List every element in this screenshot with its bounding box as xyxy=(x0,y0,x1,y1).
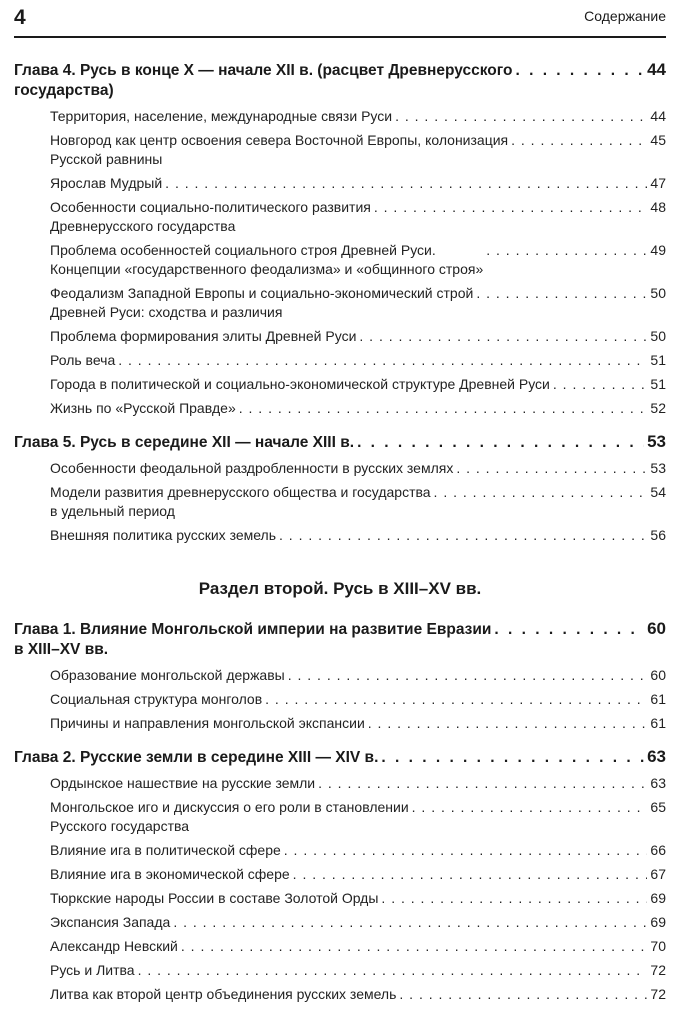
toc-entry-text: Влияние ига в политической сфере xyxy=(50,842,281,858)
toc-entry-page: 51 xyxy=(650,376,666,392)
toc-entry-page: 60 xyxy=(650,667,666,683)
toc-entry xyxy=(14,985,666,1004)
chapter-block xyxy=(14,60,666,418)
toc-entry-text: Социальная структура монголов xyxy=(50,691,263,707)
toc-entry-page: 56 xyxy=(650,527,666,543)
dot-leader xyxy=(239,399,648,418)
toc-entry-text: Экспансия Запада xyxy=(50,914,171,930)
toc-entry xyxy=(14,198,666,236)
toc-entry-text: Образование монгольской державы xyxy=(50,667,285,683)
dot-leader xyxy=(399,985,647,1004)
toc-entry-text: Территория, население, международные связи Руси xyxy=(50,108,393,124)
toc-entry xyxy=(14,865,666,884)
dot-leader xyxy=(118,351,647,370)
dot-leader xyxy=(434,483,648,502)
chapter-heading xyxy=(14,747,666,768)
toc-entry-text: Ордынское нашествие на русские земли xyxy=(50,775,316,791)
toc-entry xyxy=(14,174,666,193)
toc-entry-page: 44 xyxy=(650,108,666,124)
toc-entry-text: Влияние ига в экономической сфере xyxy=(50,866,290,882)
toc-entry-page: 61 xyxy=(650,691,666,707)
toc-entry-page: 61 xyxy=(650,715,666,731)
chapter-heading-page: 53 xyxy=(647,432,666,451)
dot-leader xyxy=(138,961,648,980)
toc-entry-text: Тюркские народы России в составе Золотой Орды xyxy=(50,890,379,906)
chapter-heading-text: Глава 1. Влияние Монгольской империи на развитие Евразии в XIII–XV вв. xyxy=(14,621,492,658)
toc-entry-text: Проблема формирования элиты Древней Руси xyxy=(50,328,357,344)
dot-leader xyxy=(381,889,647,908)
chapter-block xyxy=(14,747,666,1004)
dot-leader xyxy=(368,714,648,733)
toc-entry-text: Особенности социально-политического развития Древнерусского государства xyxy=(50,199,371,234)
toc-entry-page: 67 xyxy=(650,866,666,882)
toc-entry-page: 51 xyxy=(650,352,666,368)
toc-entry-page: 69 xyxy=(650,914,666,930)
dot-leader xyxy=(515,61,644,81)
toc-entry-page: 69 xyxy=(650,890,666,906)
toc-entry xyxy=(14,774,666,793)
chapter-block xyxy=(14,619,666,733)
toc-entry xyxy=(14,483,666,521)
toc-entry-text: Ярослав Мудрый xyxy=(50,175,163,191)
dot-leader xyxy=(456,459,647,478)
toc-entry-page: 72 xyxy=(650,962,666,978)
toc-entry xyxy=(14,351,666,370)
dot-leader xyxy=(476,284,647,303)
toc-entry-page: 50 xyxy=(650,328,666,344)
toc-entry-text: Модели развития древнерусского общества и государства в удельный период xyxy=(50,484,431,519)
chapter-heading xyxy=(14,619,666,660)
toc-entry xyxy=(14,284,666,322)
toc-entry xyxy=(14,666,666,685)
chapter-heading xyxy=(14,432,666,453)
dot-leader xyxy=(494,620,644,640)
toc-entry xyxy=(14,714,666,733)
toc-entry-page: 52 xyxy=(650,400,666,416)
dot-leader xyxy=(288,666,648,685)
dot-leader xyxy=(284,841,648,860)
chapter-heading-page: 60 xyxy=(647,619,666,638)
dot-leader xyxy=(181,937,648,956)
dot-leader xyxy=(165,174,647,193)
page-header xyxy=(14,0,666,40)
toc-entry xyxy=(14,107,666,126)
toc-entry-page: 66 xyxy=(650,842,666,858)
toc-entry xyxy=(14,375,666,394)
section-title: Содержание xyxy=(584,8,666,24)
toc-entry xyxy=(14,131,666,169)
table-of-contents xyxy=(14,60,666,1018)
toc-entry-page: 48 xyxy=(650,199,666,215)
dot-leader xyxy=(412,798,648,817)
toc-entry xyxy=(14,889,666,908)
chapter-heading-text: Глава 5. Русь в середине XII — начале XIII в. xyxy=(14,434,355,451)
dot-leader xyxy=(359,327,647,346)
dot-leader xyxy=(486,241,647,260)
toc-entry-page: 54 xyxy=(650,484,666,500)
toc-entry xyxy=(14,961,666,980)
toc-entry xyxy=(14,459,666,478)
toc-entry-page: 63 xyxy=(650,775,666,791)
chapter-heading-text: Глава 2. Русские земли в середине XIII — XIV в. xyxy=(14,749,379,766)
toc-entry-text: Новгород как центр освоения севера Восточной Европы, колонизация Русской равнины xyxy=(50,132,509,167)
toc-entry-text: Города в политической и социально-экономической структуре Древней Руси xyxy=(50,376,550,392)
toc-entry-text: Проблема особенностей социального строя Древней Руси. Концепции «государственного феодализма» и «общинного строя» xyxy=(50,242,484,277)
dot-leader xyxy=(374,198,648,217)
dot-leader xyxy=(381,748,644,768)
toc-entry-page: 47 xyxy=(650,175,666,191)
toc-entry-text: Монгольское иго и дискуссия о его роли в становлении Русского государства xyxy=(50,799,409,834)
toc-entry-text: Особенности феодальной раздробленности в русских землях xyxy=(50,460,454,476)
dot-leader xyxy=(395,107,647,126)
toc-entry xyxy=(14,399,666,418)
toc-part-two xyxy=(14,619,666,1004)
chapter-heading-page: 44 xyxy=(647,60,666,79)
chapter-heading-text: Глава 4. Русь в конце X — начале XII в. (расцвет Древнерусского государства) xyxy=(14,62,513,99)
chapter-heading-page: 63 xyxy=(647,747,666,766)
toc-entry-page: 45 xyxy=(650,132,666,148)
chapter-heading xyxy=(14,60,666,101)
toc-entry-text: Причины и направления монгольской экспансии xyxy=(50,715,365,731)
toc-entry xyxy=(14,241,666,279)
dot-leader xyxy=(279,526,647,545)
header-divider xyxy=(14,36,666,38)
toc-entry-page: 72 xyxy=(650,986,666,1002)
toc-entry-text: Роль веча xyxy=(50,352,116,368)
toc-entry-text: Феодализм Западной Европы и социально-экономический строй Древней Руси: сходства и различия xyxy=(50,285,474,320)
dot-leader xyxy=(553,375,648,394)
toc-entry-page: 53 xyxy=(650,460,666,476)
toc-entry-text: Русь и Литва xyxy=(50,962,135,978)
toc-entry xyxy=(14,798,666,836)
toc-entry-text: Жизнь по «Русской Правде» xyxy=(50,400,236,416)
toc-entry xyxy=(14,526,666,545)
part-title: Раздел второй. Русь в XIII–XV вв. xyxy=(198,579,482,598)
toc-entry xyxy=(14,913,666,932)
toc-entry xyxy=(14,937,666,956)
dot-leader xyxy=(357,433,644,453)
dot-leader xyxy=(318,774,647,793)
dot-leader xyxy=(265,690,647,709)
toc-part-one xyxy=(14,60,666,545)
toc-entry-text: Литва как второй центр объединения русских земель xyxy=(50,986,397,1002)
toc-entry xyxy=(14,841,666,860)
toc-entry xyxy=(14,327,666,346)
toc-entry-text: Внешняя политика русских земель xyxy=(50,527,277,543)
toc-entry-page: 50 xyxy=(650,285,666,301)
toc-entry-page: 49 xyxy=(650,242,666,258)
toc-entry-text: Александр Невский xyxy=(50,938,178,954)
dot-leader xyxy=(173,913,647,932)
page-number: 4 xyxy=(14,6,26,29)
chapter-block xyxy=(14,432,666,545)
toc-entry xyxy=(14,690,666,709)
dot-leader xyxy=(511,131,647,150)
dot-leader xyxy=(293,865,648,884)
toc-entry-page: 70 xyxy=(650,938,666,954)
toc-entry-page: 65 xyxy=(650,799,666,815)
